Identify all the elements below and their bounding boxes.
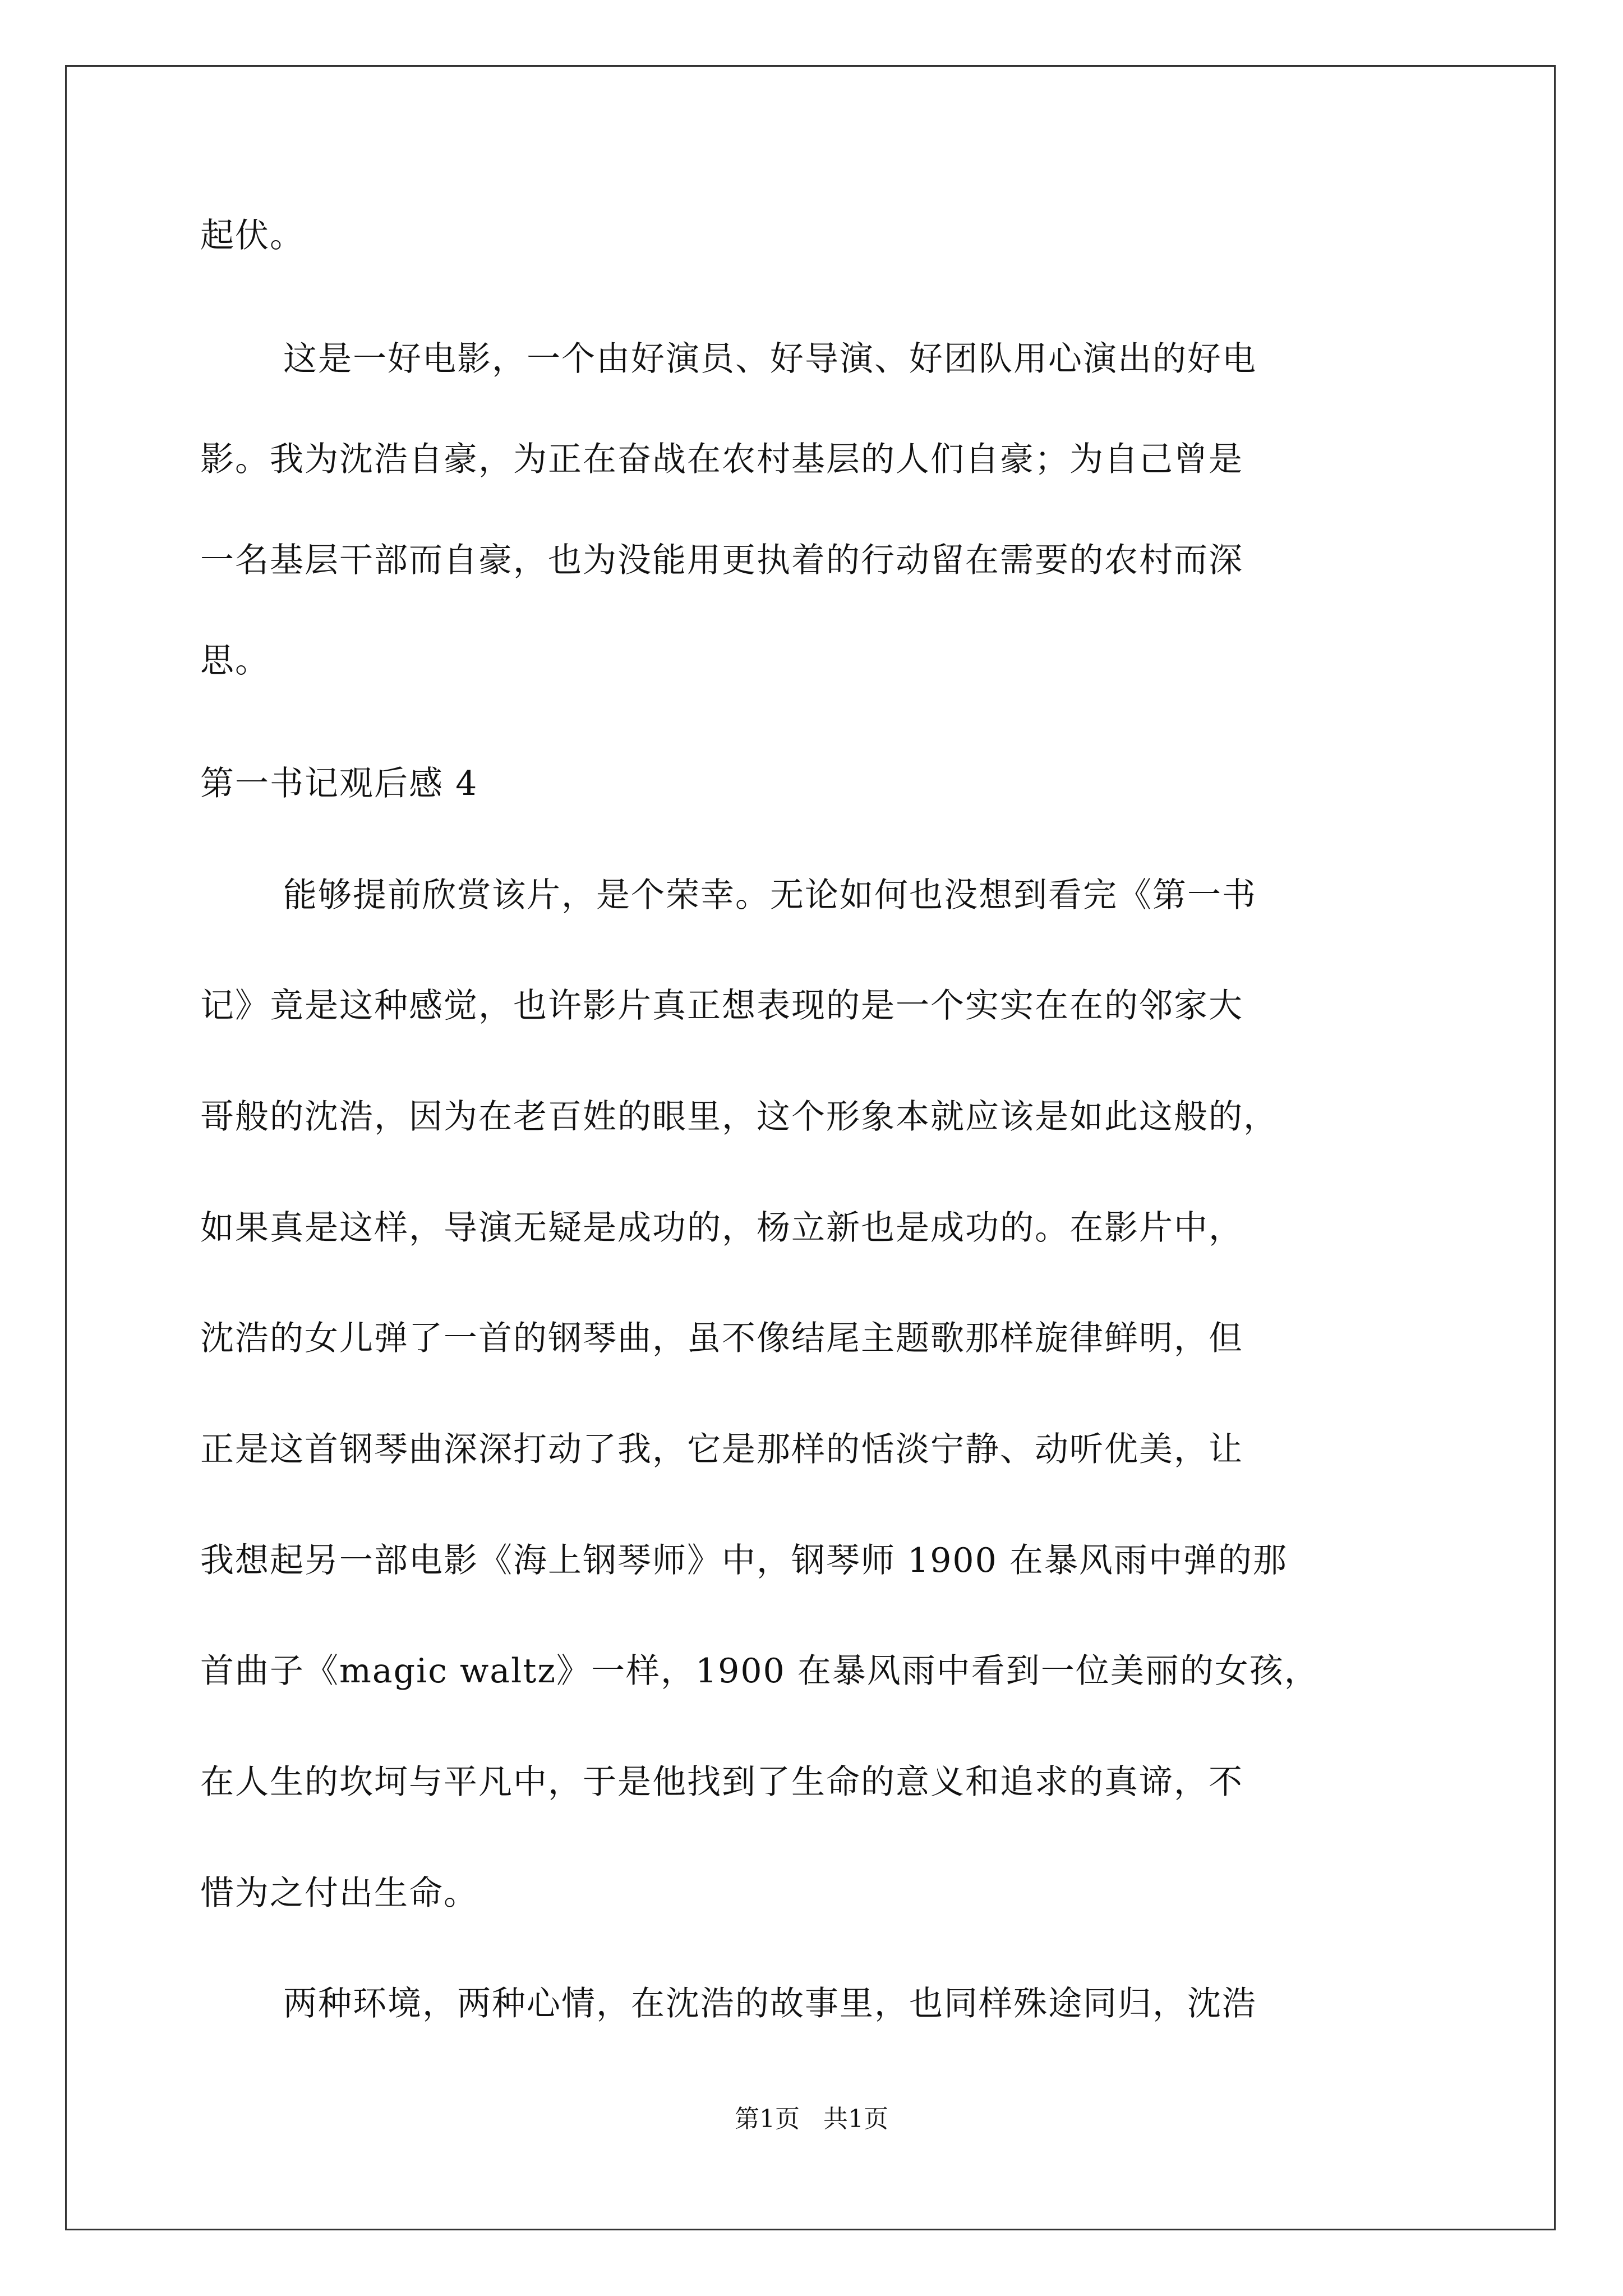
paragraph-line: 两种环境，两种心情，在沈浩的故事里，也同样殊途同归，沈浩 — [283, 1984, 1257, 2023]
paragraph-line: 哥般的沈浩，因为在老百姓的眼里，这个形象本就应该是如此这般的， — [200, 1097, 1278, 1137]
paragraph-line: 我想起另一部电影《海上钢琴师》中，钢琴师 1900 在暴风雨中弹的那 — [200, 1541, 1288, 1580]
paragraph-line: 思。 — [200, 641, 270, 680]
paragraph-line: 能够提前欣赏该片，是个荣幸。无论如何也没想到看完《第一书 — [283, 876, 1257, 915]
paragraph-line: 记》竟是这种感觉，也许影片真正想表现的是一个实实在在的邻家大 — [200, 986, 1243, 1025]
page-number-footer: 第1页 共1页 — [735, 2105, 888, 2133]
paragraph-line: 首曲子《magic waltz》一样，1900 在暴风雨中看到一位美丽的女孩， — [200, 1651, 1319, 1691]
paragraph-line: 惜为之付出生命。 — [200, 1874, 478, 1913]
section-heading: 第一书记观后感 4 — [200, 764, 478, 803]
paragraph-line: 正是这首钢琴曲深深打动了我，它是那样的恬淡宁静、动听优美，让 — [200, 1430, 1243, 1469]
paragraph-line: 沈浩的女儿弹了一首的钢琴曲，虽不像结尾主题歌那样旋律鲜明，但 — [200, 1319, 1243, 1358]
paragraph-line: 如果真是这样，导演无疑是成功的，杨立新也是成功的。在影片中， — [200, 1208, 1243, 1248]
paragraph-line: 影。我为沈浩自豪，为正在奋战在农村基层的人们自豪；为自己曾是 — [200, 440, 1243, 479]
paragraph-line: 在人生的坎坷与平凡中，于是他找到了生命的意义和追求的真谛，不 — [200, 1763, 1243, 1802]
paragraph-line: 起伏。 — [200, 216, 305, 255]
paragraph-line: 这是一好电影，一个由好演员、好导演、好团队用心演出的好电 — [283, 339, 1257, 379]
paragraph-line: 一名基层干部而自豪，也为没能用更执着的行动留在需要的农村而深 — [200, 541, 1243, 580]
